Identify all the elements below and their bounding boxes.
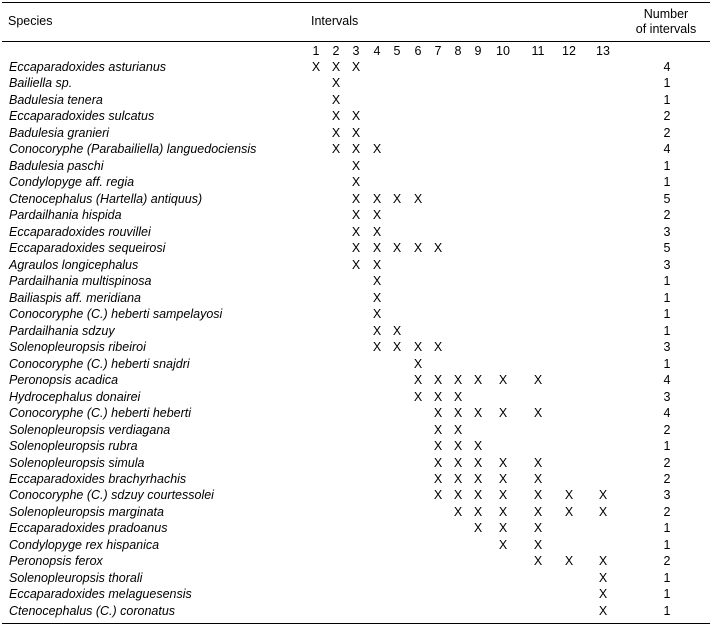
species-name: Solenopleuropsis simula	[9, 455, 145, 470]
interval-mark-11: X	[533, 472, 543, 486]
species-name: Conocoryphe (C.) heberti sampelayosi	[9, 307, 223, 322]
interval-mark-4: X	[372, 340, 382, 355]
interval-count: 2	[663, 125, 671, 140]
interval-mark-9: X	[473, 504, 483, 519]
interval-mark-11: X	[533, 455, 543, 470]
interval-mark-2: X	[331, 92, 341, 107]
interval-count: 5	[663, 241, 671, 256]
interval-number-8: 8	[454, 44, 462, 58]
interval-mark-3: X	[351, 158, 361, 173]
interval-number-2: 2	[332, 44, 340, 58]
interval-number-11: 11	[531, 44, 545, 58]
interval-mark-3: X	[351, 241, 361, 256]
species-name: Condylopyge aff. regia	[9, 175, 135, 190]
interval-mark-12: X	[564, 504, 574, 519]
interval-mark-3: X	[351, 60, 361, 74]
species-name: Solenopleuropsis verdiagana	[9, 422, 171, 437]
interval-mark-10: X	[498, 537, 508, 552]
interval-mark-6: X	[413, 373, 423, 388]
species-name: Conocoryphe (C.) heberti snajdri	[9, 356, 190, 371]
interval-mark-6: X	[413, 356, 423, 371]
interval-count: 4	[663, 142, 671, 157]
interval-mark-13: X	[598, 554, 608, 569]
interval-count: 1	[663, 158, 671, 173]
species-name: Bailiella sp.	[9, 76, 73, 91]
header-species: Species	[8, 14, 53, 28]
interval-mark-10: X	[498, 504, 508, 519]
species-name: Eccaparadoxides sulcatus	[9, 109, 155, 124]
interval-mark-5: X	[392, 241, 402, 256]
species-name: Hydrocephalus donairei	[9, 389, 141, 404]
species-name: Peronopsis ferox	[9, 554, 103, 569]
interval-mark-11: X	[533, 406, 543, 421]
species-name: Solenopleuropsis ribeiroi	[9, 340, 146, 355]
interval-mark-9: X	[473, 488, 483, 503]
interval-count: 4	[663, 373, 671, 388]
interval-count: 1	[663, 587, 671, 602]
interval-count: 1	[663, 603, 671, 618]
interval-mark-4: X	[372, 142, 382, 157]
interval-mark-2: X	[331, 142, 341, 157]
interval-mark-3: X	[351, 208, 361, 223]
interval-mark-7: X	[433, 241, 443, 256]
species-name: Solenopleuropsis marginata	[9, 504, 164, 519]
species-name: Pardailhania multispinosa	[9, 274, 152, 289]
interval-mark-4: X	[372, 241, 382, 256]
interval-mark-13: X	[598, 603, 608, 618]
species-name: Conocoryphe (C.) sdzuy courtessolei	[9, 488, 214, 503]
interval-number-3: 3	[352, 44, 360, 58]
species-name: Ctenocephalus (C.) coronatus	[9, 603, 176, 618]
interval-mark-4: X	[372, 224, 382, 239]
interval-count: 1	[663, 76, 671, 91]
interval-mark-7: X	[433, 406, 443, 421]
interval-count: 5	[663, 191, 671, 206]
interval-mark-1: X	[311, 60, 321, 74]
interval-mark-7: X	[433, 389, 443, 404]
interval-number-9: 9	[474, 44, 482, 58]
interval-mark-11: X	[533, 373, 543, 388]
interval-mark-7: X	[433, 472, 443, 486]
interval-mark-7: X	[433, 439, 443, 454]
species-name: Conocoryphe (Parabailiella) languedociensis	[9, 142, 257, 157]
interval-count: 2	[663, 472, 671, 486]
interval-mark-8: X	[453, 439, 463, 454]
species-name: Solenopleuropsis thorali	[9, 570, 143, 585]
interval-mark-9: X	[473, 406, 483, 421]
interval-mark-9: X	[473, 373, 483, 388]
interval-mark-9: X	[473, 472, 483, 486]
interval-mark-3: X	[351, 142, 361, 157]
header-rule	[2, 41, 710, 42]
interval-count: 1	[663, 356, 671, 371]
interval-number-6: 6	[414, 44, 422, 58]
interval-count: 3	[663, 257, 671, 272]
interval-number-12: 12	[562, 44, 576, 58]
interval-mark-2: X	[331, 76, 341, 91]
interval-mark-3: X	[351, 109, 361, 124]
species-name: Badulesia paschi	[9, 158, 104, 173]
interval-count: 1	[663, 521, 671, 536]
species-name: Eccaparadoxides asturianus	[9, 60, 167, 74]
interval-number-5: 5	[393, 44, 401, 58]
interval-count: 1	[663, 175, 671, 190]
interval-mark-11: X	[533, 521, 543, 536]
interval-mark-10: X	[498, 521, 508, 536]
species-name: Eccaparadoxides rouvillei	[9, 224, 151, 239]
interval-mark-4: X	[372, 290, 382, 305]
species-name: Eccaparadoxides pradoanus	[9, 521, 168, 536]
interval-mark-4: X	[372, 257, 382, 272]
interval-mark-8: X	[453, 488, 463, 503]
interval-mark-10: X	[498, 406, 508, 421]
species-name: Solenopleuropsis rubra	[9, 439, 138, 454]
interval-mark-13: X	[598, 587, 608, 602]
interval-mark-10: X	[498, 488, 508, 503]
header-number-line1: Number	[643, 7, 689, 21]
species-name: Eccaparadoxides melaguesensis	[9, 587, 192, 602]
interval-count: 3	[663, 389, 671, 404]
interval-mark-9: X	[473, 439, 483, 454]
top-rule	[2, 2, 710, 3]
interval-mark-8: X	[453, 389, 463, 404]
interval-number-13: 13	[596, 44, 610, 58]
interval-mark-11: X	[533, 554, 543, 569]
interval-mark-8: X	[453, 455, 463, 470]
interval-count: 1	[663, 439, 671, 454]
interval-mark-4: X	[372, 274, 382, 289]
interval-count: 3	[663, 340, 671, 355]
interval-count: 3	[663, 224, 671, 239]
interval-count: 3	[663, 488, 671, 503]
interval-mark-3: X	[351, 191, 361, 206]
interval-mark-2: X	[331, 125, 341, 140]
interval-number-1: 1	[312, 44, 320, 58]
species-name: Ctenocephalus (Hartella) antiquus)	[9, 191, 203, 206]
interval-mark-11: X	[533, 488, 543, 503]
interval-mark-6: X	[413, 241, 423, 256]
species-name: Conocoryphe (C.) heberti heberti	[9, 406, 192, 421]
interval-mark-6: X	[413, 340, 423, 355]
interval-count: 2	[663, 422, 671, 437]
interval-count: 4	[663, 406, 671, 421]
interval-mark-3: X	[351, 125, 361, 140]
species-name: Eccaparadoxides brachyrhachis	[9, 472, 187, 486]
interval-count: 2	[663, 504, 671, 519]
interval-mark-5: X	[392, 323, 402, 338]
species-name: Peronopsis acadica	[9, 373, 119, 388]
interval-mark-4: X	[372, 323, 382, 338]
interval-mark-12: X	[564, 488, 574, 503]
interval-mark-5: X	[392, 191, 402, 206]
interval-mark-4: X	[372, 208, 382, 223]
interval-count: 1	[663, 307, 671, 322]
species-name: Condylopyge rex hispanica	[9, 537, 160, 552]
species-name: Pardailhania sdzuy	[9, 323, 115, 338]
interval-mark-3: X	[351, 175, 361, 190]
interval-mark-7: X	[433, 455, 443, 470]
interval-mark-2: X	[331, 109, 341, 124]
species-name: Agraulos longicephalus	[9, 257, 139, 272]
species-name: Badulesia tenera	[9, 92, 103, 107]
interval-mark-13: X	[598, 504, 608, 519]
interval-mark-8: X	[453, 406, 463, 421]
interval-count: 1	[663, 323, 671, 338]
interval-count: 1	[663, 290, 671, 305]
interval-count: 4	[663, 60, 671, 74]
interval-mark-11: X	[533, 504, 543, 519]
interval-mark-6: X	[413, 191, 423, 206]
interval-mark-9: X	[473, 521, 483, 536]
interval-mark-7: X	[433, 340, 443, 355]
interval-count: 1	[663, 570, 671, 585]
interval-mark-7: X	[433, 422, 443, 437]
interval-mark-10: X	[498, 472, 508, 486]
interval-mark-12: X	[564, 554, 574, 569]
interval-count: 2	[663, 455, 671, 470]
interval-mark-7: X	[433, 488, 443, 503]
interval-count: 2	[663, 109, 671, 124]
interval-count: 1	[663, 537, 671, 552]
interval-mark-7: X	[433, 373, 443, 388]
interval-mark-4: X	[372, 307, 382, 322]
interval-mark-10: X	[498, 373, 508, 388]
interval-number-10: 10	[496, 44, 510, 58]
interval-count: 1	[663, 274, 671, 289]
interval-mark-13: X	[598, 488, 608, 503]
interval-mark-10: X	[498, 455, 508, 470]
interval-mark-9: X	[473, 455, 483, 470]
header-intervals: Intervals	[311, 14, 359, 28]
interval-number-4: 4	[373, 44, 381, 58]
header-number-line2: of intervals	[635, 22, 697, 36]
interval-mark-3: X	[351, 224, 361, 239]
interval-mark-5: X	[392, 340, 402, 355]
interval-count: 2	[663, 554, 671, 569]
species-name: Badulesia granieri	[9, 125, 110, 140]
interval-mark-4: X	[372, 191, 382, 206]
interval-mark-6: X	[413, 389, 423, 404]
species-name: Eccaparadoxides sequeirosi	[9, 241, 166, 256]
interval-mark-8: X	[453, 472, 463, 486]
species-name: Bailiaspis aff. meridiana	[9, 290, 142, 305]
header-number-of-intervals	[625, 7, 707, 37]
interval-mark-8: X	[453, 422, 463, 437]
interval-mark-8: X	[453, 373, 463, 388]
interval-count: 2	[663, 208, 671, 223]
interval-number-7: 7	[434, 44, 442, 58]
interval-mark-2: X	[331, 60, 341, 74]
species-name: Pardailhania hispida	[9, 208, 122, 223]
interval-mark-11: X	[533, 537, 543, 552]
interval-mark-13: X	[598, 570, 608, 585]
bottom-rule	[2, 623, 710, 624]
interval-mark-3: X	[351, 257, 361, 272]
interval-count: 1	[663, 92, 671, 107]
interval-mark-8: X	[453, 504, 463, 519]
